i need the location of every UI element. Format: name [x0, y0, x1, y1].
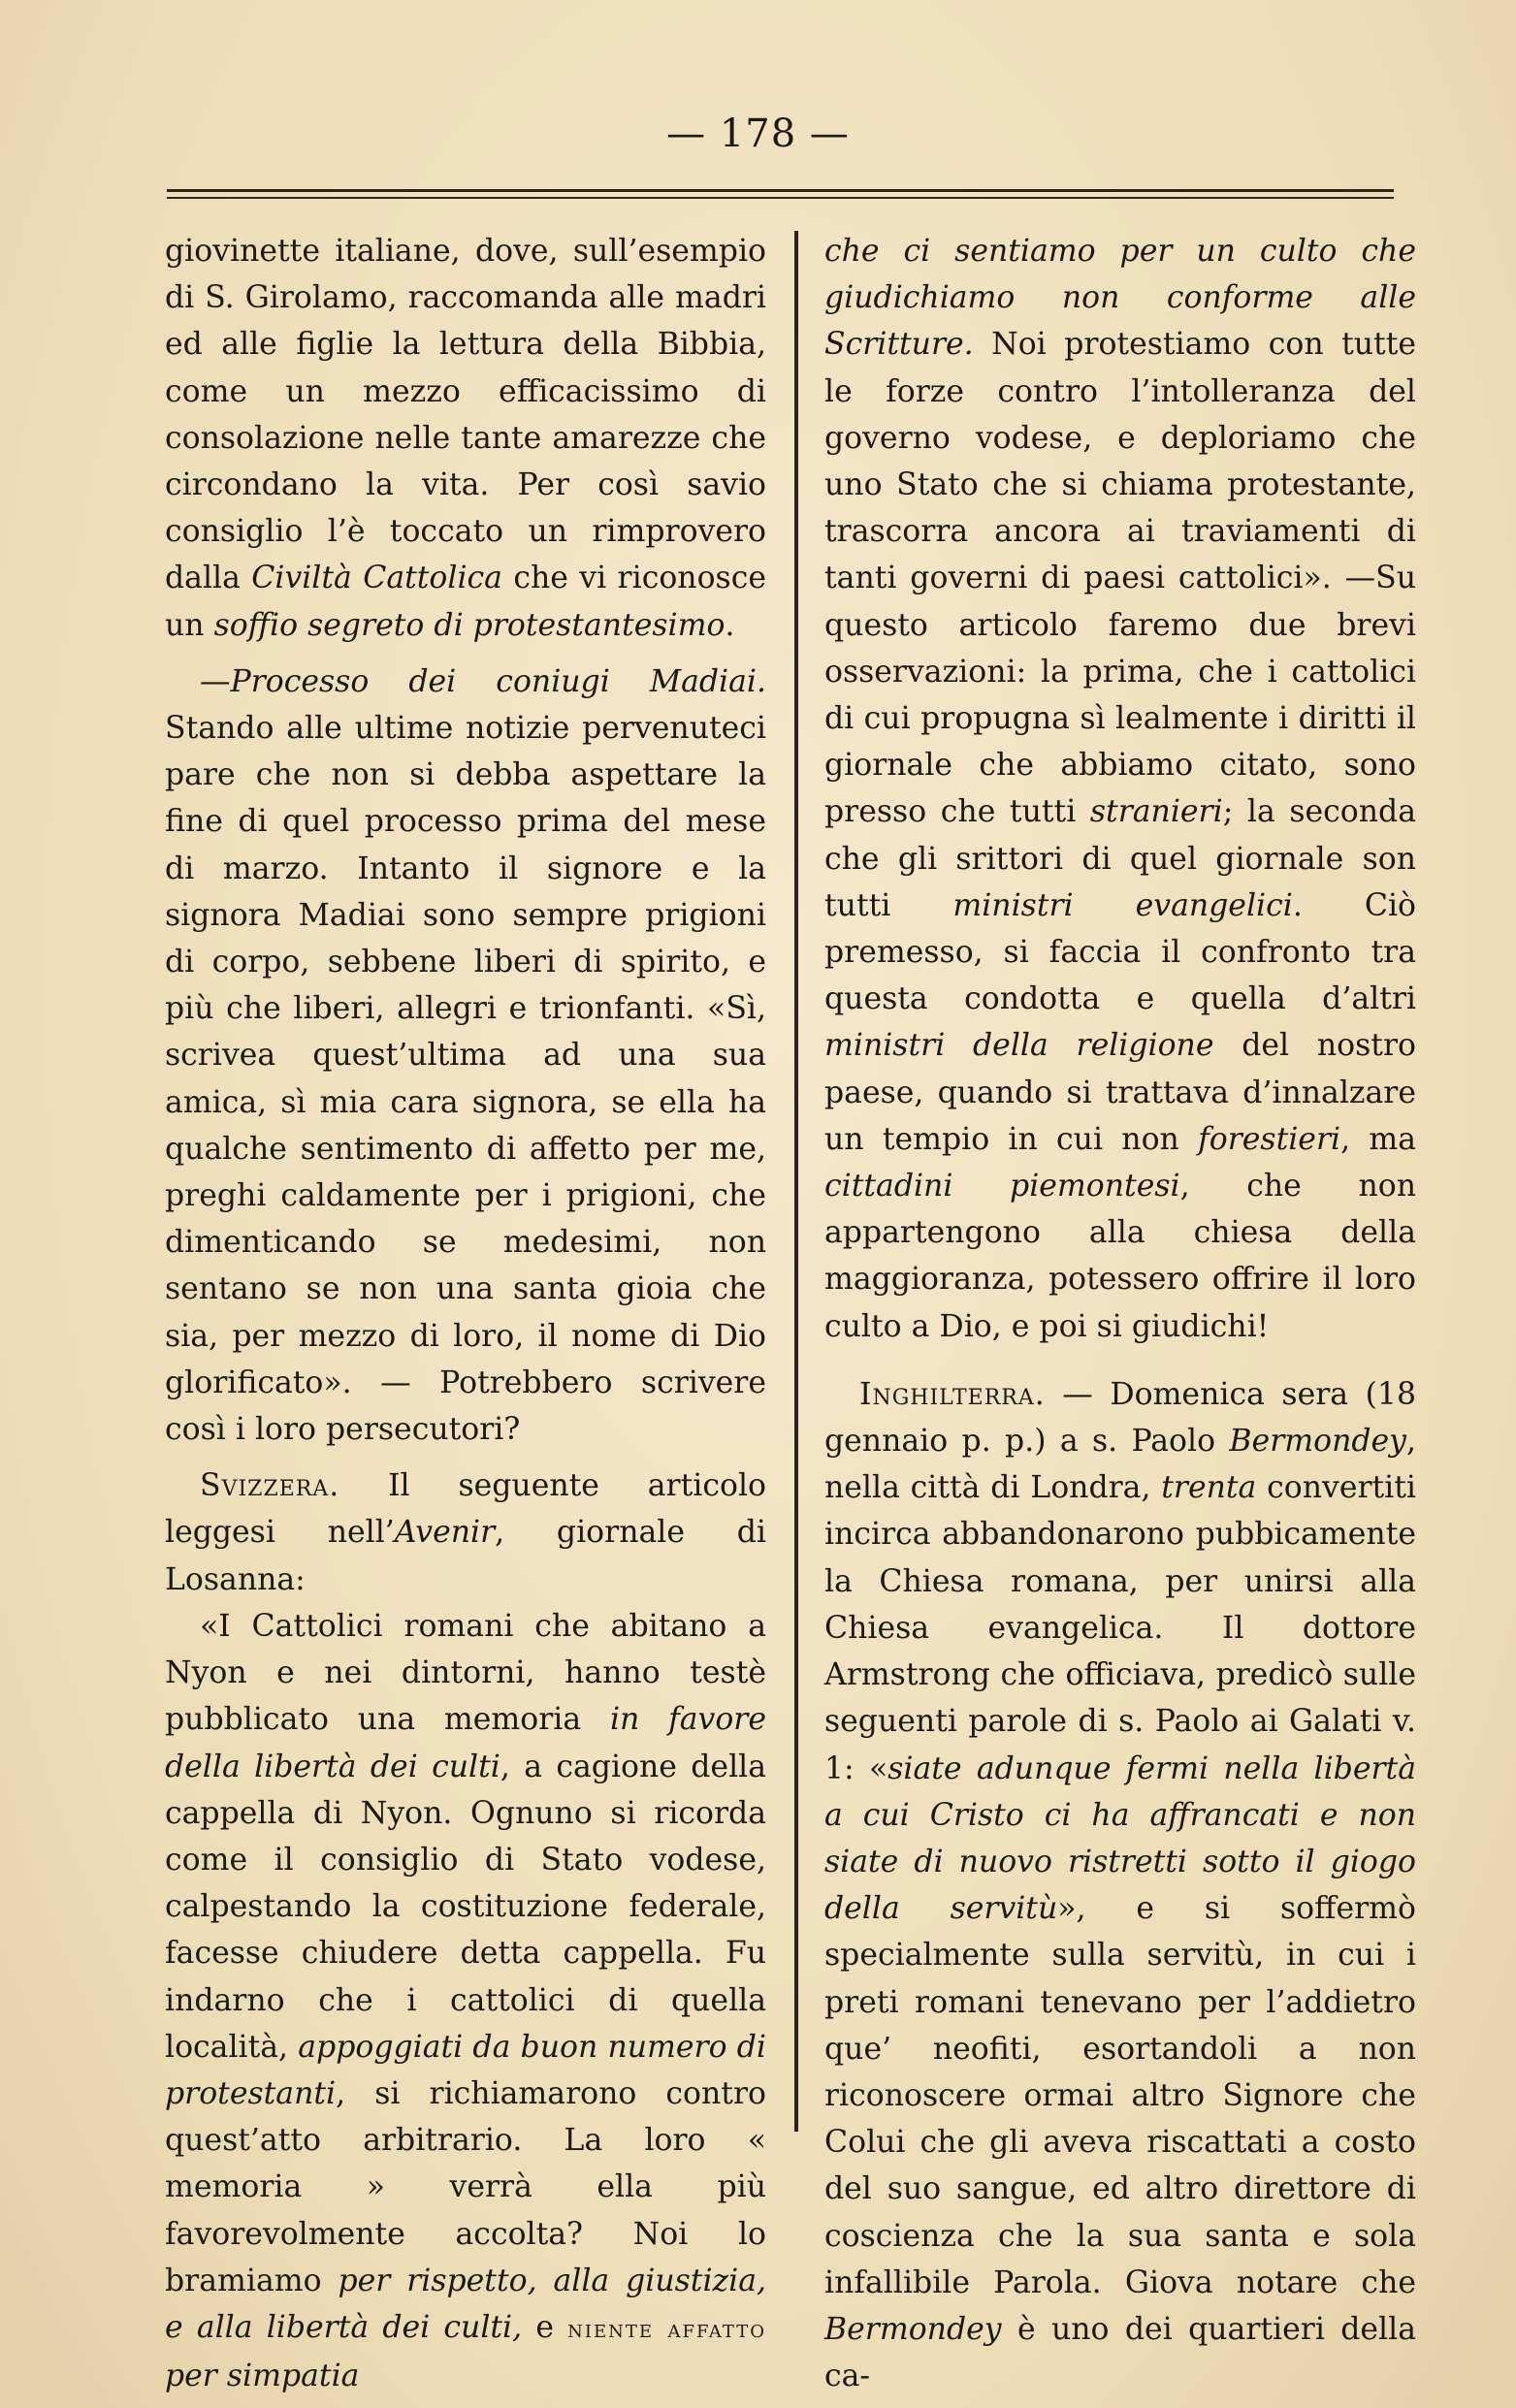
section-lead: —Processo dei coniugi Madiai.: [200, 663, 766, 699]
section-heading: Inghilterra.: [859, 1376, 1046, 1412]
caps-text: niente affatto: [567, 2314, 766, 2344]
text: convertiti incirca abbandonarono pubbicamente la Chiesa romana, per unirsi alla Chiesa evangelica. Il dottore Armstrong che officiava, predicò sulle seguenti parole di s. Paolo ai Galati v. 1: «: [824, 1470, 1416, 1786]
text: ; la seconda che gli srittori di quel giornale son tutti: [824, 794, 1417, 923]
text: , si richiamarono contro quest’atto arbitrario. La loro « memoria » verrà ella più favorevolmente accolta? Noi lo bramiamo: [165, 2075, 766, 2298]
italic-text: forestieri: [1198, 1121, 1341, 1157]
italic-text: cittadini piemontesi: [824, 1169, 1180, 1204]
italic-text: trenta: [1161, 1470, 1257, 1506]
paragraph: [824, 228, 1416, 1350]
text: Il seguente articolo leggesi nell’: [165, 1468, 766, 1551]
text: , che non appartengono alla chiesa della maggioranza, potessero offrire il loro culto a Dio, e poi si giudichi!: [824, 1169, 1416, 1344]
italic-text: Bermondey: [824, 2311, 1002, 2347]
text: Noi protestiamo con tutte le forze contro l’intolleranza del governo vodese, e deploriamo che uno Stato che si chiama protestante, trascorra ancora ai traviamenti di tanti governi di paesi cattolici». —Su questo articolo faremo due brevi osservazioni: la prima, che i cattolici di cui propugna sì lealmente i diritti il giornale che abbiamo citato, sono presso che tutti: [824, 327, 1416, 830]
text: del nostro paese, quando si trattava d’innalzare un tempio in cui non: [824, 1028, 1416, 1157]
text: , a cagione della cappella di Nyon. Ognuno si ricorda come il consiglio di Stato vodese, calpestando la costituzione federale, facesse chiudere detta cappella. Fu indarno che i cattolici di quella località,: [165, 1749, 766, 2065]
italic-text: che ci sentiamo per un culto che giudichiamo non conforme alle Scritture.: [824, 234, 1416, 363]
text: Stando alle ultime notizie pervenuteci pare che non si debba aspettare la fine di quel processo prima del mese di marzo. Intanto il signore e la signora Madiai sono sempre prigioni di corpo, sebbene liberi di spirito, e più che liberi, allegri e trionfanti. «Sì, scrivea quest’ultima ad una sua amica, sì mia cara signora, se ella ha qualche sentimento di affetto per me, preghi caldamente per i prigioni, che dimenticando se medesimi, non sentano se non una santa gioia che sia, per mezzo di loro, il nome di Dio glorificato». — Potrebbero scrivere così i loro persecutori?: [165, 711, 766, 1448]
paragraph-madiai: [165, 658, 766, 1453]
left-column: [165, 228, 766, 2399]
text: , nella città di Londra,: [824, 1424, 1416, 1506]
text: , giornale di Losanna:: [165, 1515, 766, 1597]
column-divider: [794, 231, 798, 2132]
paragraph: [165, 228, 766, 649]
page-number: — 178 —: [666, 112, 850, 156]
text: è uno dei quartieri della ca-: [824, 2311, 1416, 2394]
italic-text: ministri evangelici: [952, 887, 1293, 923]
italic-text: Bermondey: [1229, 1424, 1406, 1460]
italic-text: ministri della religione: [824, 1028, 1214, 1064]
text: . Ciò premesso, si faccia il confronto tra questa condotta e quella d’altri: [824, 887, 1417, 1017]
italic-text: per rispetto, alla giustizia, e alla libertà dei culti,: [165, 2263, 766, 2345]
section-heading: Svizzera.: [200, 1468, 340, 1504]
italic-text: appoggiati da buon numero di protestanti: [165, 2029, 766, 2111]
text: , ma: [1340, 1121, 1416, 1157]
paragraph-svizzera: [165, 1462, 766, 1603]
text: giovinette italiane, dove, sull’esempio di S. Girolamo, raccomanda alle madri ed alle figlie la lettura della Bibbia, come un mezzo efficacissimo di consolazione nelle tante amarezze che circondano la vita. Per così savio consiglio l’è toccato un rimprovero dalla: [165, 234, 766, 596]
header-rule: [167, 189, 1394, 192]
text: .: [725, 607, 735, 643]
right-column: [824, 228, 1416, 2399]
header-rule-thin: [167, 197, 1394, 199]
italic-text: Civiltà Cattolica: [251, 561, 502, 596]
text: «I Cattolici romani che abitano a Nyon e nei dintorni, hanno testè pubblicato una memoria: [165, 1608, 766, 1738]
text: — Domenica sera (18 gennaio p. p.) a s. Paolo: [824, 1376, 1416, 1460]
italic-text: Avenir: [394, 1515, 496, 1551]
italic-text: in favore della libertà dei culti: [165, 1702, 766, 1784]
italic-text: soffio segreto di protestantesimo: [213, 607, 726, 643]
italic-text: siate adunque fermi nella libertà a cui Cristo ci ha affrancati e non siate di nuovo ristretti sotto il giogo della servitù: [824, 1750, 1416, 1927]
paragraph-quote: [165, 1603, 766, 2399]
text: e: [522, 2309, 568, 2345]
text: », e si soffermò specialmente sulla servitù, in cui i preti romani tenevano per l’addietro que’ neofiti, esortandoli a non riconoscere ormai altro Signore che Colui che gli aveva riscattati a costo del suo sangue, ed altro direttore di coscienza che la sua santa e sola infallibile Parola. Giova notare che: [824, 1891, 1416, 2300]
italic-text: per simpatia: [165, 2359, 360, 2394]
paragraph-inghilterra: [824, 1371, 1416, 2399]
italic-text: stranieri: [1089, 794, 1223, 830]
text: che vi riconosce un: [165, 561, 766, 643]
